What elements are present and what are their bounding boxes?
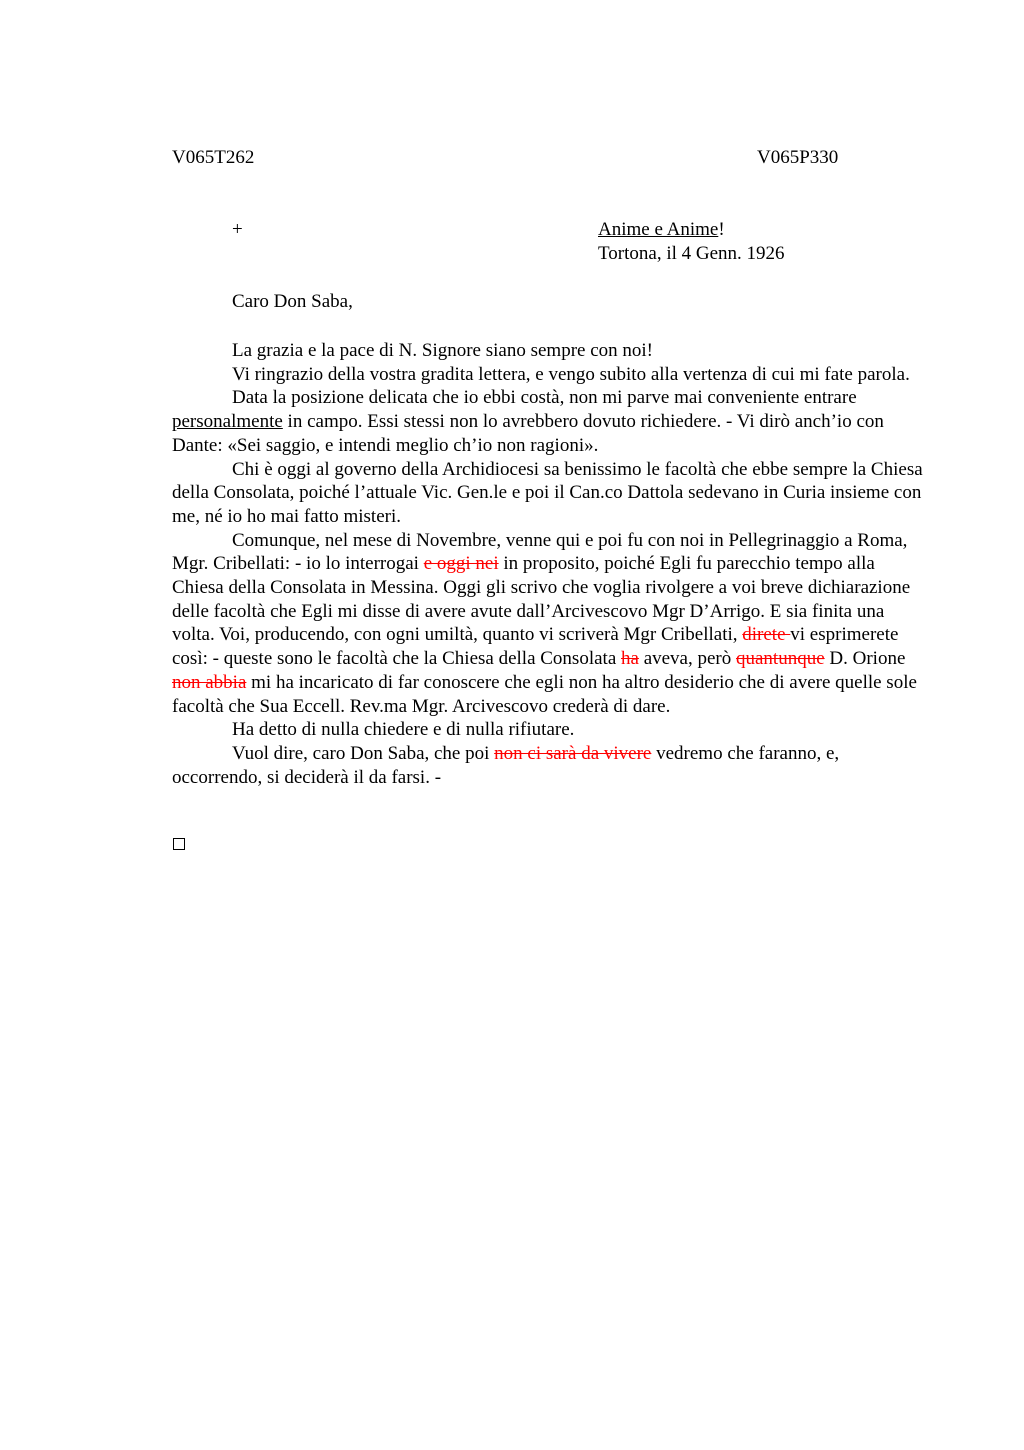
paragraph-7 bbox=[172, 742, 924, 789]
paragraph-6: Ha detto di nulla chiedere e di nulla rifiutare. bbox=[232, 719, 575, 741]
paragraph-4: Chi è oggi al governo della Archidiocesi sa benissimo le facoltà che ebbe sempre la Chiesa della Consolata, poiché l’attuale Vic. Gen.le e poi il Can.co Dattola sedevano in Curia insieme con me, né io ho mai fatto misteri. bbox=[172, 458, 923, 527]
dateline: Tortona, il 4 Genn. 1926 bbox=[598, 243, 785, 264]
underlined-word: personalmente bbox=[172, 411, 283, 433]
cross-mark: + bbox=[232, 219, 243, 240]
paragraph-5 bbox=[172, 529, 924, 719]
paragraph-5-text-f: mi ha incaricato di far conoscere che egli non ha altro desiderio che di avere quelle sole facoltà che Sua Eccell. Rev.ma Mgr. Arcivescovo crederà di dare. bbox=[172, 671, 917, 717]
deletion-5: non abbia bbox=[172, 671, 247, 693]
deletion-6: non ci sarà da vivere bbox=[494, 742, 652, 764]
paragraph-1: La grazia e la pace di N. Signore siano sempre con noi! bbox=[232, 340, 654, 361]
deletion-2: direte bbox=[742, 624, 791, 646]
letter-body bbox=[172, 339, 924, 789]
motto-exclamation: ! bbox=[718, 219, 725, 240]
motto bbox=[598, 219, 725, 241]
paragraph-7-text-b: vedremo che faranno, e, occorrendo, si deciderà il da farsi. - bbox=[172, 742, 840, 788]
deletion-3: ha bbox=[621, 648, 639, 670]
deletion-1: e oggi nei bbox=[423, 553, 499, 575]
paragraph-7-text-a: Vuol dire, caro Don Saba, che poi bbox=[232, 742, 495, 764]
end-mark-box bbox=[173, 838, 185, 850]
paragraph-5-text-e: D. Orione bbox=[824, 648, 906, 670]
deletion-4: quantunque bbox=[736, 648, 825, 670]
paragraph-5-text-d: aveva, però bbox=[638, 648, 736, 670]
paragraph-5-text-c: vi esprimerete così: - queste sono le facoltà che la Chiesa della Consolata bbox=[172, 624, 899, 670]
paragraph-5-text-a: Comunque, nel mese di Novembre, venne qui e poi fu con noi in Pellegrinaggio a Roma, Mgr. Cribellati: - io lo interrogai bbox=[172, 529, 908, 575]
document-code-right: V065P330 bbox=[757, 147, 839, 168]
paragraph-2: Vi ringrazio della vostra gradita lettera, e vengo subito alla vertenza di cui mi fate parola. bbox=[232, 363, 910, 385]
paragraph-5-text-b: in proposito, poiché Egli fu parecchio tempo alla Chiesa della Consolata in Messina. Oggi gli scrivo che voglia rivolgere a voi breve dichiarazione delle facoltà che Egli mi disse di avere avute dall’Arcivescovo Mgr D’Arrigo. E sia finita una volta. Voi, producendo, con ogni umiltà, quanto vi scriverà Mgr Cribellati, bbox=[172, 553, 911, 646]
paragraph-3-text-b: in campo. Essi stessi non lo avrebbero dovuto richiedere. - Vi dirò anch’io con Dante: «Sei saggio, e intendi meglio ch’io non ragioni». bbox=[172, 411, 884, 456]
document-code-left: V065T262 bbox=[172, 147, 255, 168]
motto-underlined: Anime e Anime bbox=[598, 219, 719, 240]
paragraph-3 bbox=[172, 386, 924, 457]
salutation: Caro Don Saba, bbox=[232, 291, 353, 312]
paragraph-3-text-a: Data la posizione delicata che io ebbi costà, non mi parve mai conveniente entrare bbox=[232, 387, 857, 409]
